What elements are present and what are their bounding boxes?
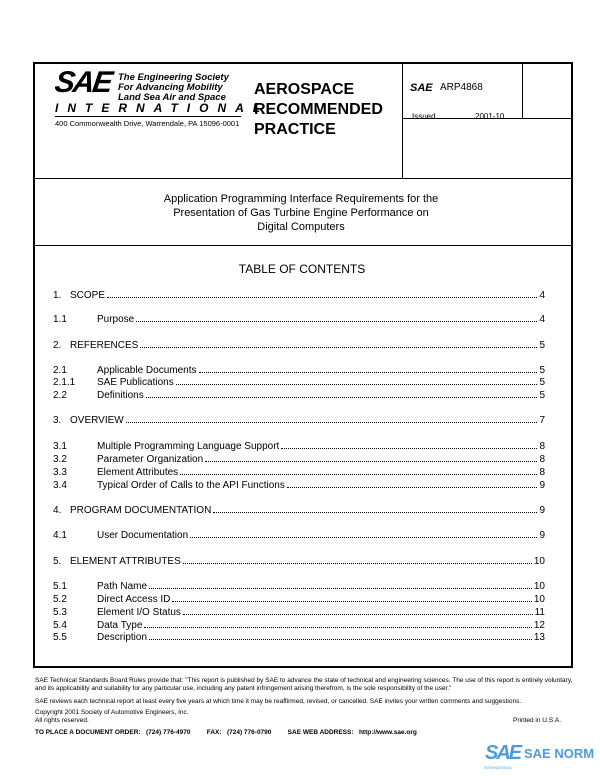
toc-number: 5.4 bbox=[53, 620, 67, 631]
toc-page: 4 bbox=[539, 314, 545, 325]
printed-in: Printed in U.S.A. bbox=[513, 717, 562, 724]
toc-page: 5 bbox=[539, 390, 545, 401]
toc-leader bbox=[146, 396, 538, 398]
issued-date: 2001-10 bbox=[475, 112, 505, 121]
toc-leader bbox=[183, 562, 532, 564]
order-line bbox=[35, 729, 417, 736]
toc-entry[interactable] bbox=[53, 556, 545, 568]
toc-label: Direct Access ID bbox=[97, 594, 171, 605]
toc-entry[interactable] bbox=[53, 415, 545, 427]
toc-leader bbox=[140, 346, 537, 348]
web-url[interactable]: http://www.sae.org bbox=[358, 729, 417, 736]
order-label: TO PLACE A DOCUMENT ORDER: bbox=[35, 729, 141, 736]
international-label: INTERNATIONAL bbox=[55, 101, 270, 115]
toc-number: 5.2 bbox=[53, 594, 67, 605]
toc-page: 4 bbox=[539, 290, 545, 301]
society-tagline: The Engineering Society For Advancing Mobility Land Sea Air and Space bbox=[118, 72, 229, 103]
toc-leader bbox=[176, 383, 538, 385]
toc-heading: TABLE OF CONTENTS bbox=[238, 262, 366, 276]
toc-number: 3.1 bbox=[53, 441, 67, 452]
toc-number: 5.3 bbox=[53, 607, 67, 618]
toc-page: 10 bbox=[533, 594, 545, 605]
toc-entry[interactable] bbox=[53, 314, 545, 326]
toc-entry[interactable] bbox=[53, 390, 545, 402]
toc-page: 5 bbox=[539, 340, 545, 351]
toc-leader bbox=[281, 447, 537, 449]
toc-entry[interactable] bbox=[53, 365, 545, 377]
toc-label: Applicable Documents bbox=[97, 365, 197, 376]
toc-entry[interactable] bbox=[53, 530, 545, 542]
toc-number: 1.1 bbox=[53, 314, 67, 325]
toc-entry[interactable] bbox=[53, 467, 545, 479]
toc-label: SAE Publications bbox=[97, 377, 174, 388]
toc-page: 10 bbox=[533, 581, 545, 592]
toc-entry[interactable] bbox=[53, 454, 545, 466]
address: 400 Commonwealth Drive, Warrendale, PA 15096-0001 bbox=[55, 119, 240, 128]
fax-phone: (724) 776-0790 bbox=[226, 729, 272, 736]
toc-number: 5.5 bbox=[53, 632, 67, 643]
watermark-text: SAE NORM bbox=[524, 746, 595, 761]
toc-leader bbox=[107, 296, 537, 298]
web-label: SAE WEB ADDRESS: bbox=[287, 729, 354, 736]
toc-page: 10 bbox=[533, 556, 545, 567]
toc-label: Typical Order of Calls to the API Functions bbox=[97, 480, 285, 491]
toc-number: 4.1 bbox=[53, 530, 67, 541]
toc-leader bbox=[213, 511, 537, 513]
toc-number: 1. bbox=[53, 290, 62, 301]
toc-label: ELEMENT ATTRIBUTES bbox=[70, 556, 181, 567]
toc-page: 9 bbox=[539, 505, 545, 516]
sae-logo: SAE bbox=[52, 66, 114, 99]
toc-label: PROGRAM DOCUMENTATION bbox=[70, 505, 212, 516]
issued-label: Issued bbox=[412, 112, 436, 121]
divider bbox=[33, 178, 571, 179]
toc-page: 5 bbox=[539, 377, 545, 388]
toc-number: 4. bbox=[53, 505, 62, 516]
toc-label: Data Type bbox=[97, 620, 143, 631]
toc-number: 2.2 bbox=[53, 390, 67, 401]
toc-entry[interactable] bbox=[53, 594, 545, 606]
toc-page: 8 bbox=[539, 454, 545, 465]
toc-number: 2.1.1 bbox=[53, 377, 76, 388]
toc-entry[interactable] bbox=[53, 377, 545, 389]
toc-page: 8 bbox=[539, 441, 545, 452]
toc-page: 8 bbox=[539, 467, 545, 478]
document-number: ARP4868 bbox=[440, 82, 483, 93]
toc-page: 12 bbox=[533, 620, 545, 631]
toc-entry[interactable] bbox=[53, 340, 545, 352]
toc-label: Element I/O Status bbox=[97, 607, 181, 618]
toc-label: Parameter Organization bbox=[97, 454, 204, 465]
toc-page: 7 bbox=[539, 415, 545, 426]
toc-entry[interactable] bbox=[53, 620, 545, 632]
toc-page: 11 bbox=[534, 607, 545, 618]
toc-leader bbox=[287, 486, 538, 488]
toc-page: 9 bbox=[539, 530, 545, 541]
toc-page: 5 bbox=[539, 365, 545, 376]
toc-entry[interactable] bbox=[53, 581, 545, 593]
toc-leader bbox=[149, 638, 532, 640]
watermark-logo: SAE bbox=[485, 742, 521, 764]
review-notice: SAE reviews each technical report at least every five years at which time it may be reaffirmed, revised, or cancelled. SAE invites your written comments and suggestions. bbox=[35, 698, 522, 705]
document-title: Application Programming Interface Requirements for the Presentation of Gas Turbine Engine Performance on Digital Computers bbox=[163, 193, 439, 233]
toc-number: 3.4 bbox=[53, 480, 67, 491]
divider bbox=[33, 245, 571, 246]
divider bbox=[402, 62, 403, 178]
watermark-sub: INTERNATIONAL bbox=[484, 766, 512, 770]
order-phone: (724) 776-4970 bbox=[146, 729, 191, 736]
rules-notice: SAE Technical Standards Board Rules provide that: "This report is published by SAE to advance the state of technical and engineering sciences. The use of this report is entirely voluntary, and its applicability and suitability for any particular use, including any patent infringement arising therefrom, is the sole responsibility of the user." bbox=[35, 677, 573, 692]
toc-leader bbox=[183, 613, 533, 615]
toc-number: 5. bbox=[53, 556, 62, 567]
toc-label: User Documentation bbox=[97, 530, 189, 541]
toc-page: 13 bbox=[533, 632, 545, 643]
copyright: Copyright 2001 Society of Automotive Engineers, Inc. bbox=[35, 709, 189, 716]
divider bbox=[55, 116, 241, 117]
toc-number: 5.1 bbox=[53, 581, 67, 592]
toc-number: 2. bbox=[53, 340, 62, 351]
toc-entry[interactable] bbox=[53, 441, 545, 453]
toc-label: Purpose bbox=[97, 314, 135, 325]
toc-label: Element Attributes bbox=[97, 467, 179, 478]
rights: All rights reserved. bbox=[35, 717, 89, 724]
toc-leader bbox=[126, 421, 538, 423]
divider bbox=[522, 62, 523, 118]
toc-number: 2.1 bbox=[53, 365, 67, 376]
document-type: AEROSPACE RECOMMENDED PRACTICE bbox=[254, 81, 383, 138]
toc-label: Multiple Programming Language Support bbox=[97, 441, 280, 452]
toc-leader bbox=[199, 371, 538, 373]
toc-label: Description bbox=[97, 632, 148, 643]
toc-entry[interactable] bbox=[53, 607, 545, 619]
toc-number: 3.3 bbox=[53, 467, 67, 478]
toc-entry[interactable] bbox=[53, 290, 545, 302]
toc-leader bbox=[205, 460, 537, 462]
toc-number: 3.2 bbox=[53, 454, 67, 465]
toc-leader bbox=[149, 587, 532, 589]
fax-label: FAX: bbox=[206, 729, 222, 736]
toc-label: REFERENCES bbox=[70, 340, 139, 351]
toc-label: Definitions bbox=[97, 390, 144, 401]
sae-small-logo: SAE bbox=[410, 82, 433, 94]
toc-leader bbox=[144, 626, 531, 628]
toc-label: OVERVIEW bbox=[70, 415, 124, 426]
toc-label: SCOPE bbox=[70, 290, 106, 301]
toc-leader bbox=[136, 320, 537, 322]
toc-entry[interactable] bbox=[53, 632, 545, 644]
toc-leader bbox=[172, 600, 532, 602]
toc-entry[interactable] bbox=[53, 480, 545, 492]
toc-leader bbox=[190, 536, 537, 538]
toc-label: Path Name bbox=[97, 581, 148, 592]
toc-number: 3. bbox=[53, 415, 62, 426]
toc-page: 9 bbox=[539, 480, 545, 491]
toc-entry[interactable] bbox=[53, 505, 545, 517]
toc-leader bbox=[180, 473, 537, 475]
